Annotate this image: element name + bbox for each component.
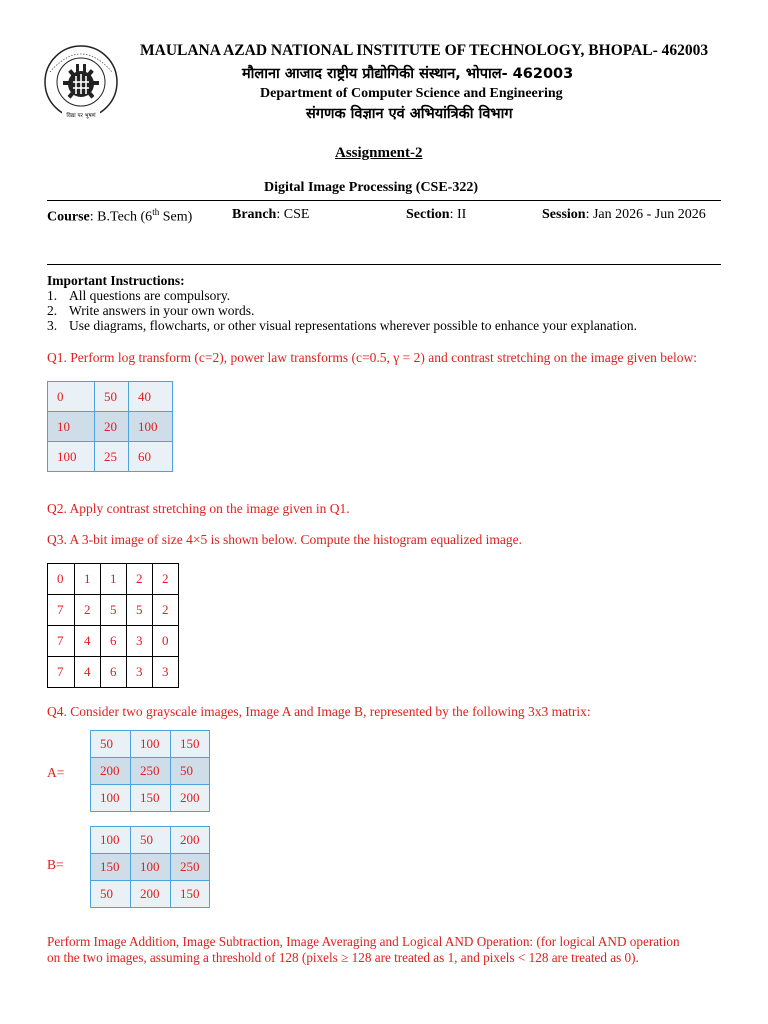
session-label: Session xyxy=(542,207,586,222)
institute-name-hi: मौलाना आजाद राष्ट्रीय प्रौद्योगिकी संस्थान, भोपाल- 462003 xyxy=(242,66,574,82)
matrix-cell: 100 xyxy=(91,827,131,854)
matrix-cell: 3 xyxy=(127,626,153,657)
matrix-cell: 100 xyxy=(48,442,95,472)
question-4: Q4. Consider two grayscale images, Image A and Image B, represented by the following 3x3 matrix: xyxy=(47,704,591,719)
question-2: Q2. Apply contrast stretching on the image given in Q1. xyxy=(47,501,350,516)
branch-label: Branch xyxy=(232,207,277,222)
matrix-cell: 50 xyxy=(91,881,131,908)
matrix-cell: 6 xyxy=(101,657,127,688)
department-en: Department of Computer Science and Engineering xyxy=(260,86,563,101)
instruction-number: 3. xyxy=(47,318,58,333)
course-sup: th xyxy=(152,207,160,217)
matrix-cell: 200 xyxy=(131,881,171,908)
matrix-cell: 10 xyxy=(48,412,95,442)
course-label: Course xyxy=(47,209,90,225)
question-4-tail-line-2: on the two images, assuming a threshold of 128 (pixels ≥ 128 are treated as 1, and pixels < 128 are treated as 0). xyxy=(47,950,639,965)
logo-motto: विद्या पर भूषणं xyxy=(66,113,96,119)
image-a-label: A= xyxy=(47,765,65,780)
matrix-cell: 150 xyxy=(171,881,210,908)
matrix-cell: 1 xyxy=(101,564,127,595)
department-hi: संगणक विज्ञान एवं अभियांत्रिकी विभाग xyxy=(306,106,513,122)
instruction-text: Use diagrams, flowcharts, or other visual representations wherever possible to enhance your explanation. xyxy=(69,318,637,333)
instruction-text: All questions are compulsory. xyxy=(69,288,231,303)
instruction-item xyxy=(47,303,254,319)
matrix-cell: 50 xyxy=(131,827,171,854)
question-1: Q1. Perform log transform (c=2), power law transforms (c=0.5, γ = 2) and contrast stretching on the image given below: xyxy=(47,350,698,365)
matrix-cell: 7 xyxy=(48,595,75,626)
matrix-cell: 25 xyxy=(95,442,129,472)
matrix-cell: 60 xyxy=(129,442,173,472)
q3-matrix xyxy=(47,563,179,688)
top-divider xyxy=(47,200,721,201)
matrix-cell: 200 xyxy=(171,785,210,812)
matrix-cell: 250 xyxy=(131,758,171,785)
institute-name-en: MAULANA AZAD NATIONAL INSTITUTE OF TECHNOLOGY, BHOPAL- 462003 xyxy=(140,42,709,59)
section-field xyxy=(406,207,466,223)
matrix-cell: 150 xyxy=(91,854,131,881)
matrix-cell: 0 xyxy=(48,564,75,595)
instruction-item xyxy=(47,288,230,304)
session-value: : Jan 2026 - Jun 2026 xyxy=(585,207,706,222)
matrix-cell: 7 xyxy=(48,657,75,688)
matrix-cell: 2 xyxy=(153,564,179,595)
instructions-heading: Important Instructions: xyxy=(47,273,185,288)
question-4-tail-line-1: Perform Image Addition, Image Subtraction, Image Averaging and Logical AND Operation: (for logical AND operation xyxy=(47,934,680,949)
question-3: Q3. A 3-bit image of size 4×5 is shown below. Compute the histogram equalized image. xyxy=(47,532,523,547)
matrix-cell: 40 xyxy=(129,382,173,412)
matrix-cell: 200 xyxy=(91,758,131,785)
instruction-text: Write answers in your own words. xyxy=(69,303,255,318)
image-a-matrix xyxy=(90,730,210,812)
matrix-cell: 200 xyxy=(171,827,210,854)
matrix-cell: 2 xyxy=(75,595,101,626)
instruction-item xyxy=(47,318,637,334)
matrix-cell: 4 xyxy=(75,657,101,688)
matrix-cell: 2 xyxy=(153,595,179,626)
matrix-cell: 1 xyxy=(75,564,101,595)
matrix-cell: 150 xyxy=(171,731,210,758)
matrix-cell: 0 xyxy=(153,626,179,657)
matrix-cell: 0 xyxy=(48,382,95,412)
matrix-cell: 100 xyxy=(91,785,131,812)
matrix-cell: 150 xyxy=(131,785,171,812)
instruction-number: 1. xyxy=(47,288,58,303)
matrix-cell: 20 xyxy=(95,412,129,442)
institute-logo xyxy=(40,44,126,124)
matrix-cell: 3 xyxy=(153,657,179,688)
meta-divider xyxy=(47,264,721,265)
matrix-cell: 50 xyxy=(91,731,131,758)
image-b-label: B= xyxy=(47,857,64,872)
course-value: : B.Tech (6 xyxy=(89,209,153,225)
subject-title: Digital Image Processing (CSE-322) xyxy=(264,180,478,195)
section-value: : II xyxy=(449,207,467,222)
instruction-number: 2. xyxy=(47,303,58,318)
matrix-cell: 5 xyxy=(127,595,153,626)
q1-matrix xyxy=(47,381,173,472)
assignment-title: Assignment-2 xyxy=(335,145,423,161)
matrix-cell: 3 xyxy=(127,657,153,688)
matrix-cell: 2 xyxy=(127,564,153,595)
section-label: Section xyxy=(406,207,450,222)
matrix-cell: 100 xyxy=(131,854,171,881)
branch-field xyxy=(232,207,309,223)
matrix-cell: 250 xyxy=(171,854,210,881)
matrix-cell: 5 xyxy=(101,595,127,626)
course-field xyxy=(47,207,192,226)
branch-value: : CSE xyxy=(276,207,310,222)
matrix-cell: 4 xyxy=(75,626,101,657)
matrix-cell: 6 xyxy=(101,626,127,657)
matrix-cell: 7 xyxy=(48,626,75,657)
matrix-cell: 100 xyxy=(131,731,171,758)
image-b-matrix xyxy=(90,826,210,908)
course-tail: Sem) xyxy=(159,209,193,225)
matrix-cell: 50 xyxy=(171,758,210,785)
matrix-cell: 100 xyxy=(129,412,173,442)
matrix-cell: 50 xyxy=(95,382,129,412)
session-field xyxy=(542,207,706,223)
